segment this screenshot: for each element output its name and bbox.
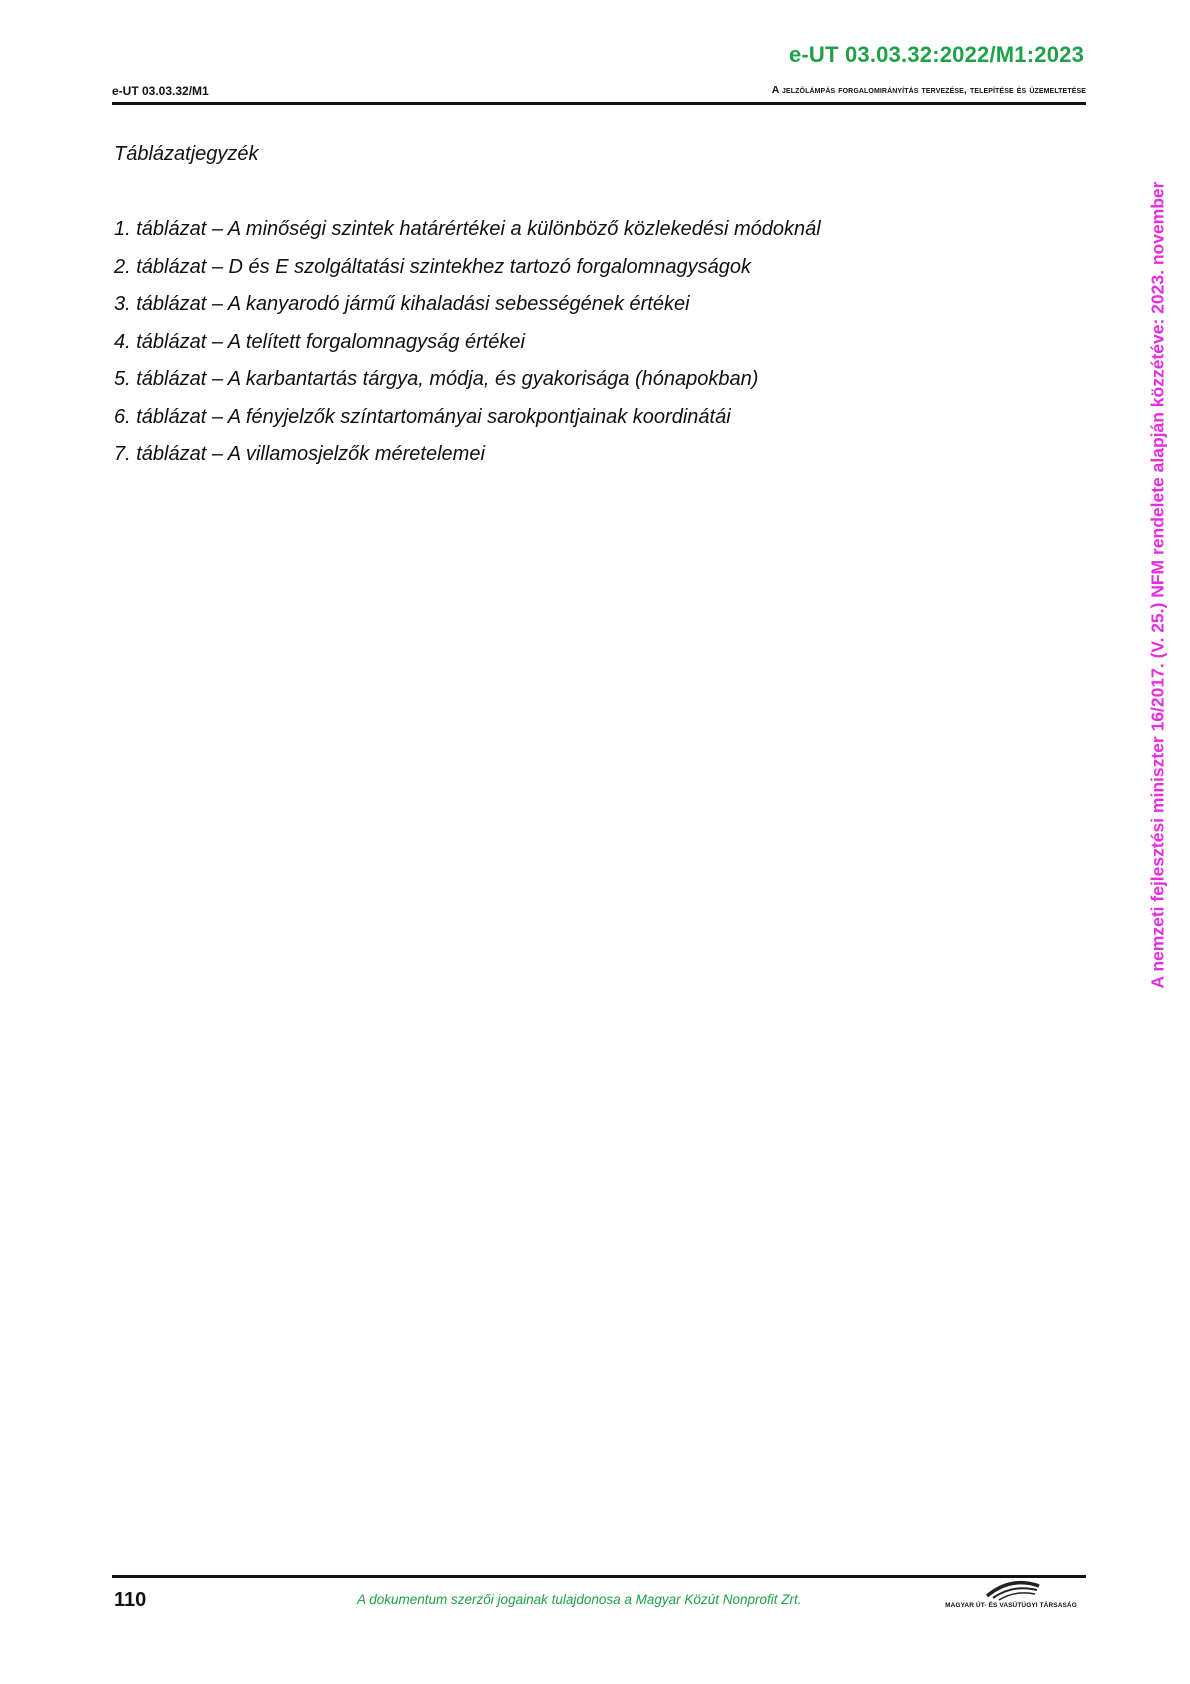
toc-item[interactable]: 7. táblázat – A villamosjelzők méretelemei: [114, 443, 485, 465]
toc-item[interactable]: 1. táblázat – A minőségi szintek határértékei a különböző közlekedési módoknál: [114, 218, 821, 240]
page-number: 110: [114, 1589, 147, 1611]
toc-item[interactable]: 2. táblázat – D és E szolgáltatási szintekhez tartozó forgalomnagyságok: [114, 255, 752, 278]
page-header: [112, 84, 1086, 105]
toc-item[interactable]: 6. táblázat – A fényjelzők színtartományai sarokpontjainak koordinátái: [114, 405, 731, 428]
toc-title: Táblázatjegyzék: [114, 143, 259, 165]
publisher-logo-text: MAGYAR ÚT- ÉS VASÚTÜGYI TÁRSASÁG: [945, 1602, 1077, 1609]
toc-item[interactable]: 3. táblázat – A kanyarodó jármű kihaladási sebességének értékei: [114, 293, 690, 315]
footer-copyright: A dokumentum szerzői jogainak tulajdonosa a Magyar Közút Nonprofit Zrt.: [357, 1592, 802, 1607]
publisher-logo: [935, 1578, 1087, 1618]
document-code-stamp: e-UT 03.03.32:2022/M1:2023: [788, 42, 1084, 67]
toc-item[interactable]: 5. táblázat – A karbantartás tárgya, módja, és gyakorisága (hónapokban): [114, 368, 759, 390]
road-arc-logo-icon: [985, 1578, 1041, 1602]
header-document-title: A jelzőlámpás forgalomirányítás tervezése, telepítése és üzemeltetése: [771, 84, 1086, 96]
toc-item[interactable]: 4. táblázat – A telített forgalomnagyság értékei: [114, 330, 525, 353]
header-document-code: e-UT 03.03.32/M1: [112, 84, 209, 98]
toc-list: [114, 216, 821, 479]
publication-side-stamp: A nemzeti fejlesztési miniszter 16/2017. (V. 25.) NFM rendelete alapján közzétéve: 2023. november: [1147, 181, 1168, 989]
